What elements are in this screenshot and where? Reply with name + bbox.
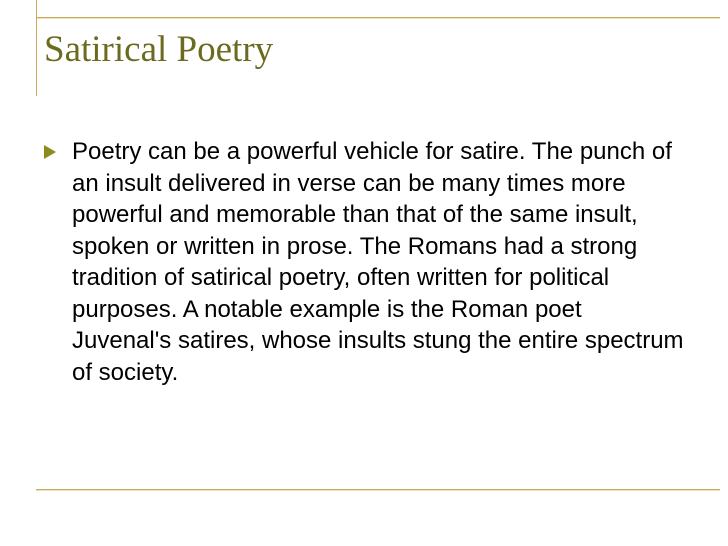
bottom-divider bbox=[36, 489, 720, 491]
slide-title: Satirical Poetry bbox=[44, 29, 274, 70]
triangle-bullet-icon bbox=[44, 145, 56, 159]
top-divider bbox=[36, 17, 720, 19]
bullet-text: Poetry can be a powerful vehicle for satire. The punch of an insult delivered in verse can be many times more powerful and memorable than that of the same insult, spoken or written in prose. The Romans had a strong tradition of satirical poetry, often written for political purposes. A notable example is the Roman poet Juvenal's satires, whose insults stung the entire spectrum of society. bbox=[72, 138, 684, 386]
left-vertical-divider bbox=[36, 0, 37, 96]
